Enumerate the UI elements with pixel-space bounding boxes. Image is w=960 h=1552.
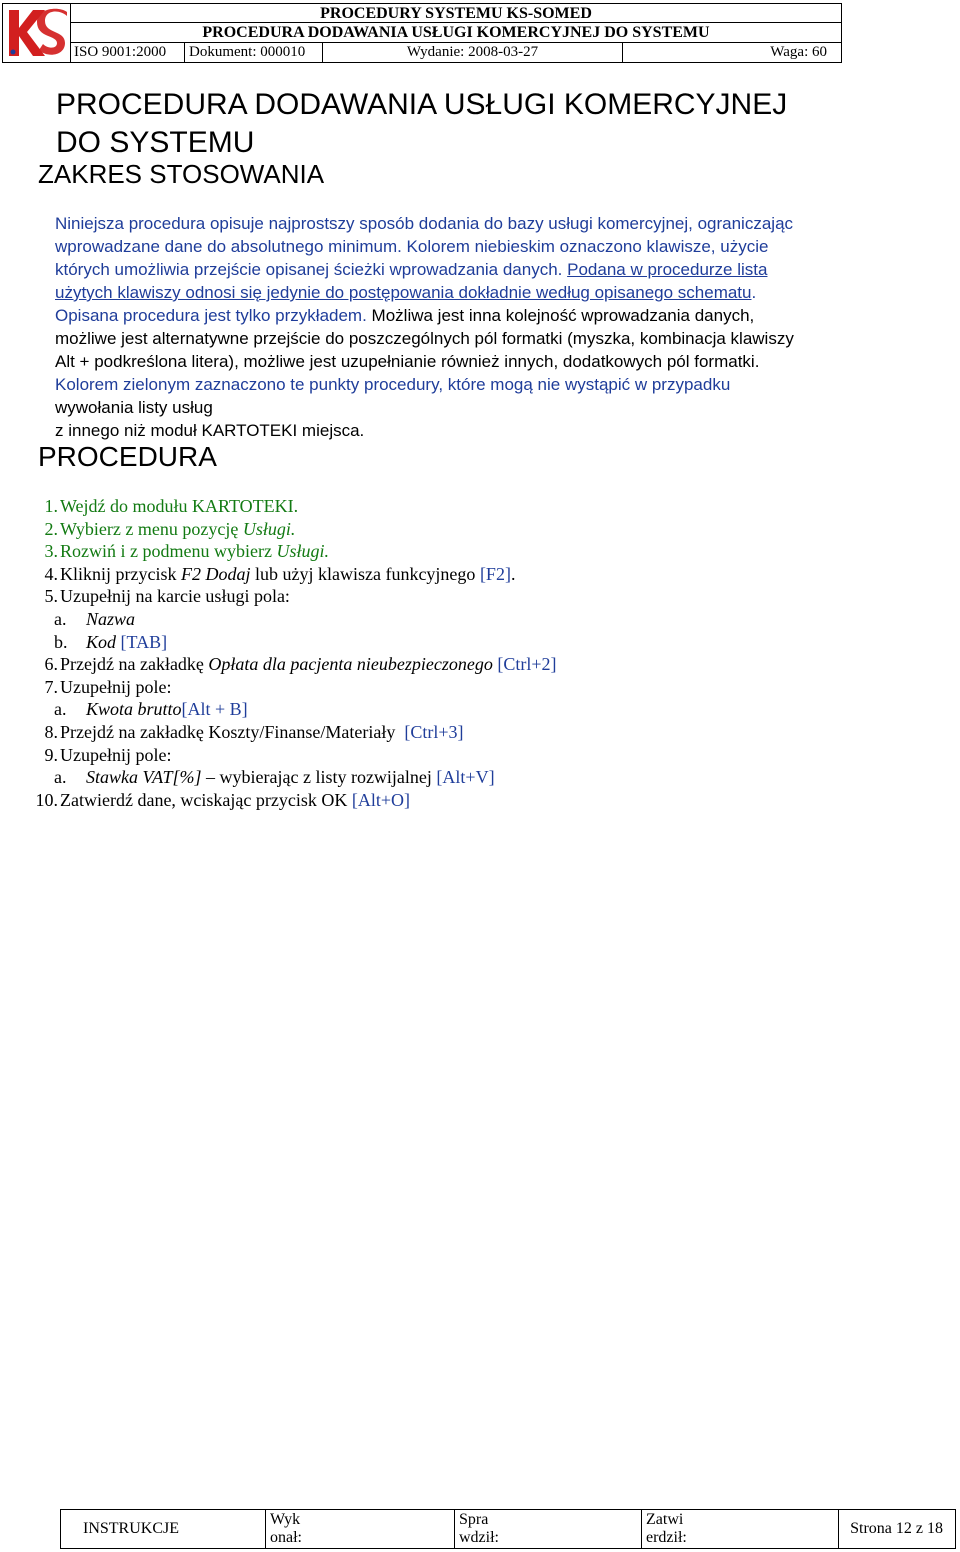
step-10: 10. Zatwierdź dane, wciskając przycisk OK [Alt+O] — [35, 789, 411, 810]
key-alt-b: [Alt + B] — [181, 699, 248, 720]
intro-paragraph — [55, 212, 915, 442]
step-5b: b. Kod [TAB] — [54, 631, 168, 652]
intro-line: Alt + podkreślona litera), możliwe jest uzupełnianie również innych, dodatkowych pól formatki. — [55, 352, 760, 371]
header-issue-date: Wydanie: 2008-03-27 — [323, 43, 623, 62]
intro-line: możliwe jest alternatywne przejście do poszczególnych pól formatki (myszka, kombinacja klawiszy — [55, 329, 794, 348]
header-system-name: PROCEDURY SYSTEMU KS-SOMED — [71, 4, 841, 23]
header-procedure-name: PROCEDURA DODAWANIA USŁUGI KOMERCYJNEJ DO SYSTEMU — [71, 23, 841, 43]
step-9a: a. Stawka VAT[%] – wybierając z listy rozwijalnej [Alt+V] — [54, 767, 495, 788]
step-4: 4. Kliknij przycisk F2 Dodaj lub użyj klawisza funkcyjnego [F2]. — [44, 563, 516, 584]
section-heading-procedura: PROCEDURA — [38, 441, 217, 472]
footer-category: INSTRUKCJE — [61, 1510, 266, 1548]
intro-line: wprowadzane dane do absolutnego minimum. Kolorem niebieskim oznaczono klawisze, użycie — [55, 237, 769, 256]
step-7: 7. Uzupełnij pole: — [44, 676, 172, 697]
step-6: 6. Przejdź na zakładkę Opłata dla pacjenta nieubezpieczonego [Ctrl+2] — [44, 654, 557, 675]
step-2: 2. Wybierz z menu pozycję Usługi. — [44, 518, 296, 539]
step-7a: a. Kwota brutto[Alt + B] — [54, 699, 248, 720]
intro-line: Niniejsza procedura opisuje najprostszy sposób dodania do bazy usługi komercyjnej, ograniczając — [55, 214, 794, 233]
step-5a: a. Nazwa — [54, 608, 136, 629]
key-ctrl-3: [Ctrl+3] — [404, 721, 464, 742]
footer-approver: Zatwi erdził: — [642, 1510, 839, 1548]
footer-author: Wyk onał: — [266, 1510, 455, 1548]
key-alt-o: [Alt+O] — [351, 789, 411, 810]
company-logo — [3, 4, 71, 62]
key-f2: [F2] — [479, 563, 511, 584]
page-title-line2: DO SYSTEMU — [56, 126, 255, 159]
footer-reviewer: Spra wdził: — [455, 1510, 642, 1548]
key-ctrl-2: [Ctrl+2] — [492, 654, 557, 675]
header-weight: Waga: 60 — [770, 44, 827, 60]
document-header — [2, 3, 842, 63]
key-tab: [TAB] — [116, 631, 168, 652]
page-title — [56, 86, 916, 162]
intro-line: Opisana procedura jest tylko przykładem. Możliwa jest inna kolejność wprowadzania danych, — [55, 306, 755, 325]
key-alt-v: [Alt+V] — [436, 767, 495, 788]
section-heading-zakres: ZAKRES STOSOWANIA — [38, 159, 325, 189]
step-1: 1. Wejdź do modułu KARTOTEKI. — [44, 496, 299, 516]
footer-page-number: Strona 12 z 18 — [850, 1520, 943, 1537]
intro-line: których umożliwia przejście opisanej ścieżki wprowadzania danych. Podana w procedurze lista — [55, 260, 768, 279]
step-9: 9. Uzupełnij pole: — [44, 744, 172, 765]
step-5: 5. Uzupełnij na karcie usługi pola: — [44, 586, 290, 607]
procedure-steps — [20, 495, 920, 811]
intro-line: z innego niż moduł KARTOTEKI miejsca. — [55, 421, 365, 440]
document-footer — [60, 1509, 956, 1549]
page-title-line1: PROCEDURA DODAWANIA USŁUGI KOMERCYJNEJ — [56, 88, 788, 121]
header-document-number: Dokument: 000010 — [185, 43, 323, 62]
intro-line: Kolorem zielonym zaznaczono te punkty procedury, które mogą nie wystąpić w przypadku — [55, 375, 731, 394]
step-8: 8. Przejdź na zakładkę Koszty/Finanse/Materiały [Ctrl+3] — [44, 721, 464, 742]
ks-logo-icon — [3, 4, 70, 62]
header-meta-row — [71, 43, 841, 62]
intro-line: użytych klawiszy odnosi się jedynie do postępowania dokładnie według opisanego schematu. — [55, 283, 757, 302]
header-iso: ISO 9001:2000 — [71, 43, 185, 62]
step-3: 3. Rozwiń i z podmenu wybierz Usługi. — [44, 541, 329, 562]
intro-line: wywołania listy usług — [55, 398, 213, 417]
